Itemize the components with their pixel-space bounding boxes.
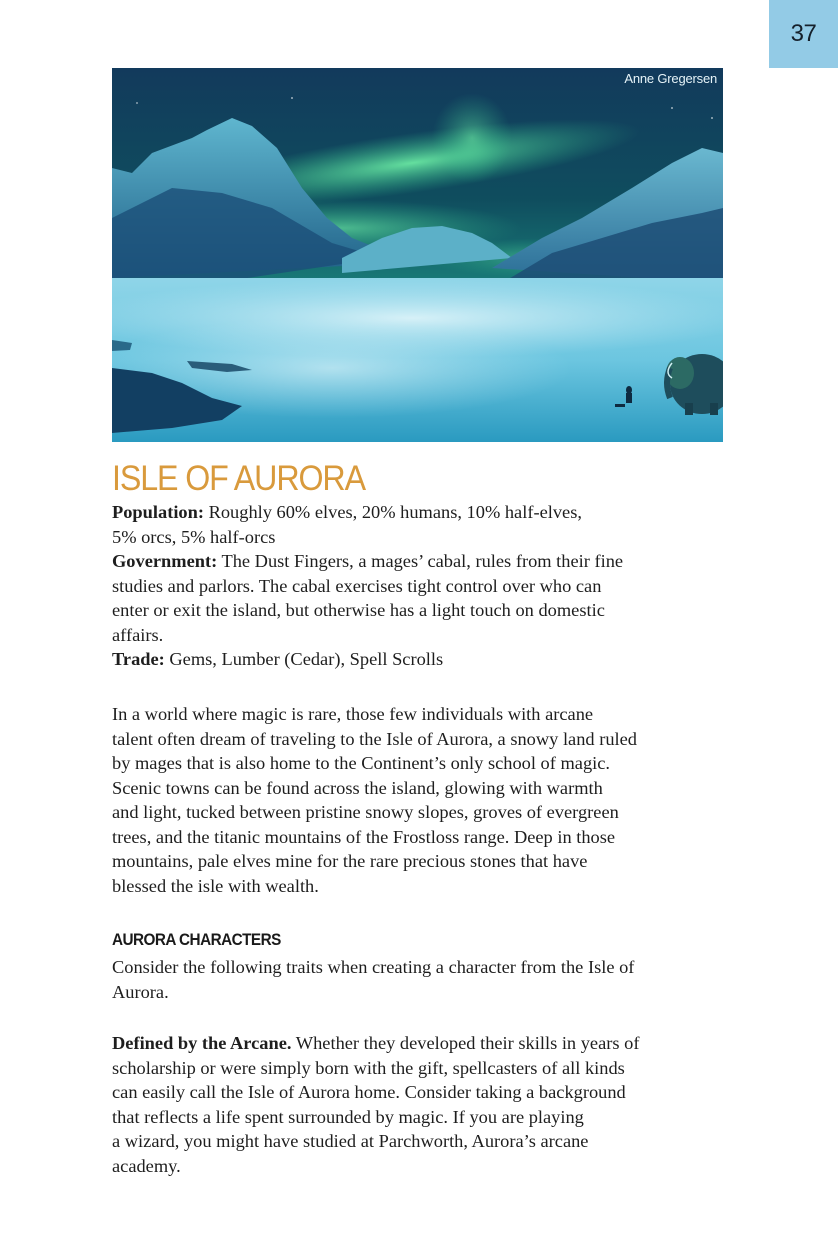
aurora-illustration (112, 68, 723, 442)
stat-value: studies and parlors. The cabal exercises tight control over who can (112, 575, 602, 596)
illustration-artwork (112, 68, 723, 442)
stat-value: The Dust Fingers, a mages’ cabal, rules from their fine (221, 551, 624, 571)
page-number: 37 (790, 20, 817, 47)
stat-value: affairs. (112, 624, 164, 645)
section-title: ISLE OF AURORA (112, 459, 365, 498)
trait-name: Defined by the Arcane. (112, 1033, 292, 1053)
stat-value: enter or exit the island, but otherwise has a light touch on domestic (112, 600, 605, 620)
stat-label: Population: (112, 502, 204, 522)
stats-block (112, 500, 727, 672)
stat-value: Roughly 60% elves, 20% humans, 10% half-elves, (208, 502, 582, 522)
stat-value: Gems, Lumber (Cedar), Spell Scrolls (169, 649, 444, 669)
stat-trade (112, 647, 727, 672)
stat-value: 5% orcs, 5% half-orcs (112, 526, 276, 547)
page-number-tab (769, 0, 838, 68)
trait-paragraph: Defined by the Arcane. Whether they developed their skills in years of scholarship or were simply born with the gift, spellcasters of all kinds can easily call the Isle of Aurora home. Consider taking a background that reflects a life spent surrounded by magic. If you are playing a wizard, you might have studied at Parchworth, Aurora’s arcane academy. (112, 1033, 640, 1176)
intro-paragraph: In a world where magic is rare, those few individuals with arcane talent often dream of traveling to the Isle of Aurora, a snowy land ruled by mages that is also home to the Continent’s only school of magic. Scenic towns can be found across the island, glowing with warmth and light, tucked between pristine snowy slopes, groves of evergreen trees, and the titanic mountains of the Frostloss range. Deep in those mountains, pale elves mine for the rare precious stones that have blessed the isle with wealth. (112, 704, 637, 896)
artist-credit: Anne Gregersen (624, 71, 717, 86)
characters-heading: AURORA CHARACTERS (112, 930, 281, 949)
stat-population (112, 500, 727, 549)
stat-government (112, 549, 727, 647)
stat-label: Trade: (112, 649, 165, 669)
characters-intro: Consider the following traits when creating a character from the Isle of Aurora. (112, 957, 635, 1002)
stat-label: Government: (112, 551, 218, 571)
